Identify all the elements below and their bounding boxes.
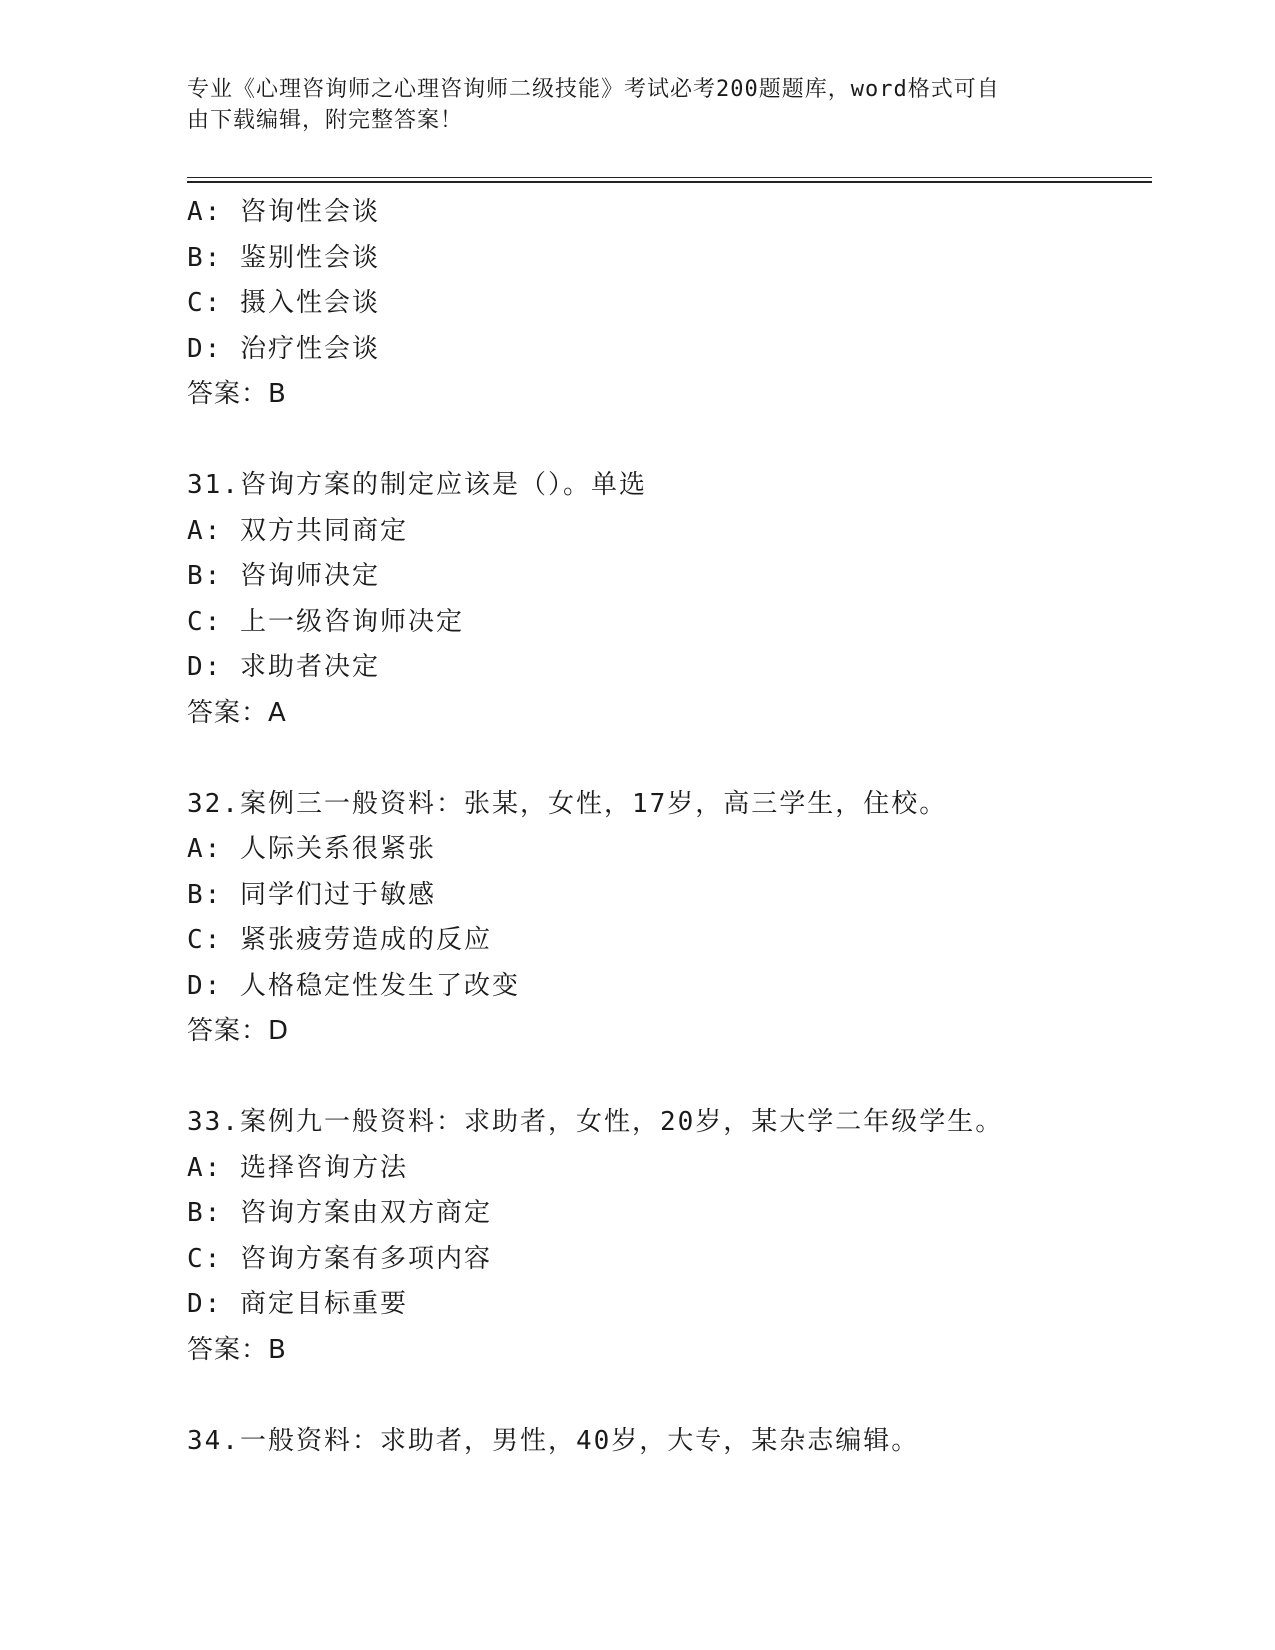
spacer (187, 418, 1147, 464)
option-a: A: 选择咨询方法 (187, 1152, 408, 1183)
question-stem: 33.案例九一般资料：求助者，女性，20岁，某大学二年级学生。 (187, 1107, 1004, 1137)
question-stem: 32.案例三一般资料：张某，女性，17岁，高三学生，住校。 (187, 788, 948, 819)
header-divider-thick (187, 181, 1152, 183)
option-c: C: 紧张疲劳造成的反应 (187, 925, 492, 955)
option-d: D: 人格稳定性发生了改变 (187, 970, 520, 1001)
spacer (187, 736, 1147, 782)
option-d: D: 商定目标重要 (187, 1289, 408, 1319)
option-b: B: 咨询师决定 (187, 561, 380, 591)
answer-line: 答案：D (187, 1016, 290, 1046)
option-a: A: 咨询性会谈 (187, 197, 380, 227)
option-d: D: 治疗性会谈 (187, 333, 380, 364)
question-block-31 (187, 463, 1147, 736)
answer-line: 答案：B (187, 379, 287, 409)
spacer (187, 1055, 1147, 1101)
question-block-30 (187, 190, 1147, 418)
header-divider-thin (187, 177, 1152, 178)
option-a: A: 人际关系很紧张 (187, 834, 436, 864)
question-block-34 (187, 1419, 1147, 1465)
question-list (187, 190, 1147, 1464)
option-c: C: 上一级咨询师决定 (187, 606, 464, 637)
question-stem: 31.咨询方案的制定应该是（）。单选 (187, 470, 647, 500)
question-block-32 (187, 782, 1147, 1055)
question-stem: 34.一般资料：求助者，男性，40岁，大专，某杂志编辑。 (187, 1425, 920, 1456)
header-line-2: 由下载编辑，附完整答案！ (187, 108, 464, 133)
option-b: B: 同学们过于敏感 (187, 879, 436, 910)
option-c: C: 咨询方案有多项内容 (187, 1243, 492, 1274)
answer-line: 答案：B (187, 1334, 287, 1365)
option-a: A: 双方共同商定 (187, 515, 408, 546)
option-b: B: 咨询方案由双方商定 (187, 1198, 492, 1228)
spacer (187, 1373, 1147, 1419)
header-line-1: 专业《心理咨询师之心理咨询师二级技能》考试必考200题题库，word格式可自 (187, 77, 1000, 102)
option-d: D: 求助者决定 (187, 652, 380, 682)
question-block-33 (187, 1100, 1147, 1373)
document-header (187, 74, 1067, 136)
option-b: B: 鉴别性会谈 (187, 242, 380, 273)
answer-line: 答案：A (187, 697, 287, 728)
option-c: C: 摄入性会谈 (187, 288, 380, 318)
